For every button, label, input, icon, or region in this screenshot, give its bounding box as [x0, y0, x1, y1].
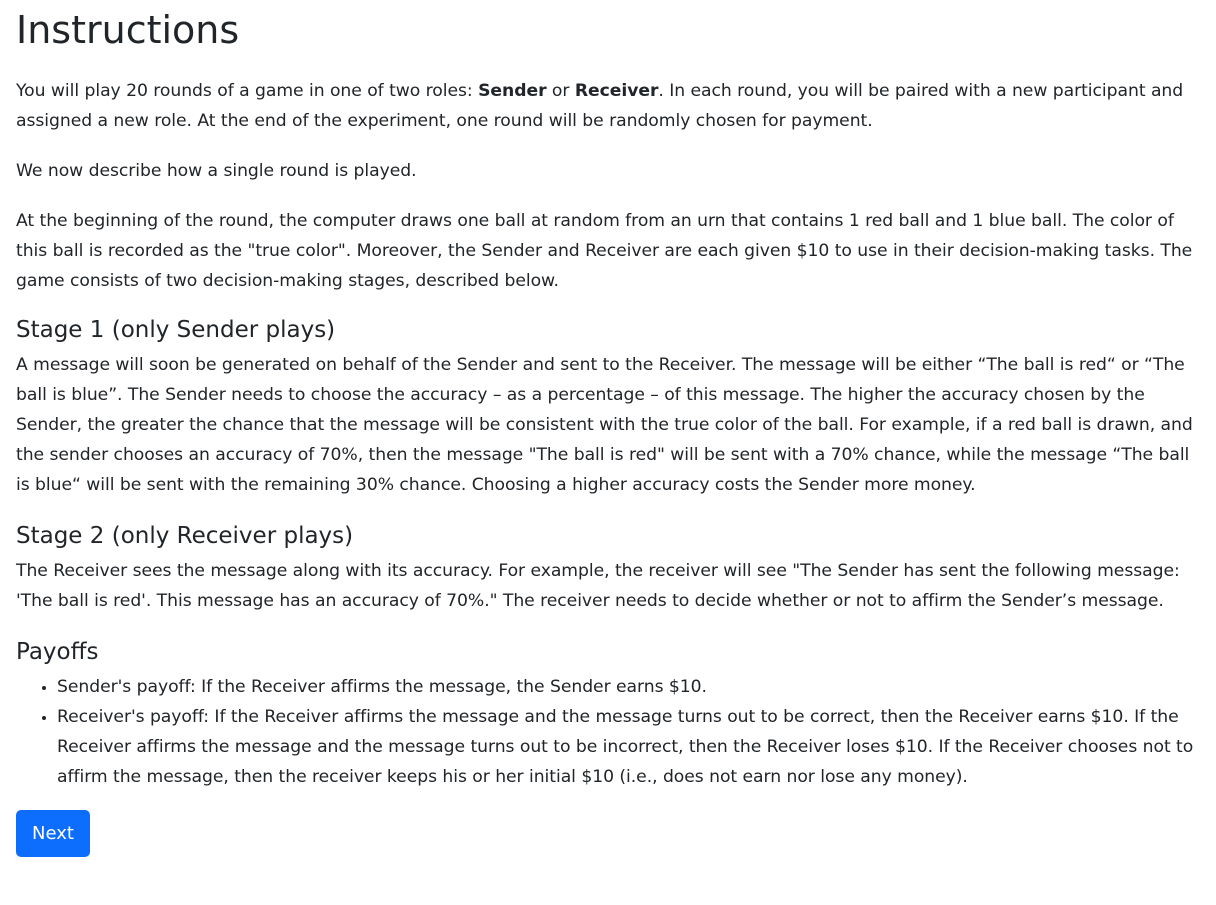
intro-text-part2: . In each round, you will be paired with a new participant and assigned a new role. At the end of the experiment, one round will be randomly chosen for payment.: [16, 81, 1184, 131]
payoff-sender: • Sender's payoff: If the Receiver affirms the message, the Sender earns $10.: [57, 672, 1200, 702]
payoffs-list: [16, 672, 1200, 792]
role-sender: Sender: [478, 81, 547, 101]
round-description: We now describe how a single round is played.: [16, 161, 417, 181]
intro-paragraph: [16, 76, 1200, 136]
next-button[interactable]: Next: [16, 810, 90, 857]
stage2-text: The Receiver sees the message along with its accuracy. For example, the receiver will see "The Sender has sent the following message: 'The ball is red'. This message has an accuracy of 70%." The receiver needs to decide whether or not to affirm the Sender’s message.: [16, 561, 1180, 611]
round-beginning-paragraph: At the beginning of the round, the computer draws one ball at random from an urn that contains 1 red ball and 1 blue ball. The color of this ball is recorded as the "true color". Moreover, the Sender and Receiver are each given $10 to use in their decision-making tasks. The game consists of two decision-making stages, described below.: [16, 211, 1193, 291]
page-title: Instructions: [16, 8, 240, 52]
stage2-heading: Stage 2 (only Receiver plays): [16, 523, 354, 549]
stage1-heading: Stage 1 (only Sender plays): [16, 317, 336, 343]
intro-text-or: or: [546, 81, 575, 101]
payoffs-heading: Payoffs: [16, 639, 99, 665]
instructions-page: [0, 7, 1216, 857]
payoff-receiver: • Receiver's payoff: If the Receiver affirms the message and the message turns out to be correct, then the Receiver earns $10. If the Receiver affirms the message and the message turns out to be incorrect, then the Receiver loses $10. If the Receiver chooses not to affirm the message, then the receiver keeps his or her initial $10 (i.e., does not earn nor lose any money).: [57, 702, 1200, 792]
role-receiver: Receiver: [574, 81, 659, 101]
intro-text-part1: You will play 20 rounds of a game in one of two roles:: [16, 81, 479, 101]
stage1-text: A message will soon be generated on behalf of the Sender and sent to the Receiver. The message will be either “The ball is red“ or “The ball is blue”. The Sender needs to choose the accuracy – as a percentage – of this message. The higher the accuracy chosen by the Sender, the greater the chance that the message will be consistent with the true color of the ball. For example, if a red ball is drawn, and the sender chooses an accuracy of 70%, then the message "The ball is red" will be sent with a 70% chance, while the message “The ball is blue“ will be sent with the remaining 30% chance. Choosing a higher accuracy costs the Sender more money.: [16, 355, 1193, 495]
